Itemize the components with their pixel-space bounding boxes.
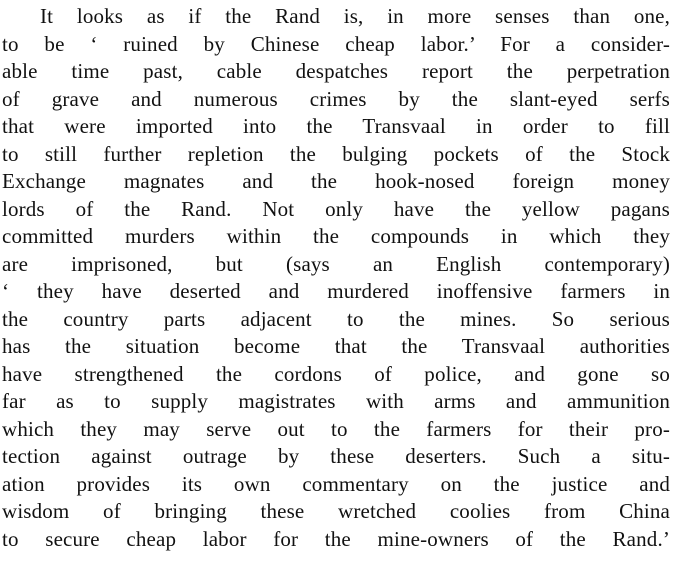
text-line-18: ation provides its own commentary on the justice and bbox=[2, 471, 670, 496]
text-line-15: far as to supply magistrates with arms and ammunition bbox=[2, 389, 670, 413]
text-line-10: are imprisoned, but (says an English contemporary) bbox=[2, 251, 670, 276]
article-column bbox=[2, 3, 670, 553]
text-line-11: ‘ they have deserted and murdered inoffensive farmers in bbox=[2, 279, 670, 303]
text-line-4: of grave and numerous crimes by the slant-eyed serfs bbox=[2, 86, 670, 111]
text-line-2: to be ‘ ruined by Chinese cheap labor.’ For a consider- bbox=[2, 31, 670, 56]
text-line-3: able time past, cable despatches report the perpetration bbox=[2, 59, 670, 83]
text-line-9: committed murders within the compounds in which they bbox=[2, 224, 670, 248]
text-line-17: tection against outrage by these deserters. Such a situ- bbox=[2, 444, 670, 468]
text-line-20: to secure cheap labor for the mine-owners of the Rand.’ bbox=[2, 526, 670, 551]
text-line-7: Exchange magnates and the hook-nosed foreign money bbox=[2, 169, 670, 193]
text-line-1: It looks as if the Rand is, in more senses than one, bbox=[40, 4, 670, 28]
text-line-12: the country parts adjacent to the mines. So serious bbox=[2, 306, 670, 331]
text-line-5: that were imported into the Transvaal in order to fill bbox=[2, 114, 670, 138]
text-line-14: have strengthened the cordons of police, and gone so bbox=[2, 361, 670, 386]
text-line-19: wisdom of bringing these wretched coolies from China bbox=[2, 499, 670, 523]
text-line-8: lords of the Rand. Not only have the yellow pagans bbox=[2, 196, 670, 221]
text-line-16: which they may serve out to the farmers for their pro- bbox=[2, 416, 670, 441]
text-line-13: has the situation become that the Transvaal authorities bbox=[2, 334, 670, 358]
text-line-6: to still further repletion the bulging pockets of the Stock bbox=[2, 141, 670, 166]
